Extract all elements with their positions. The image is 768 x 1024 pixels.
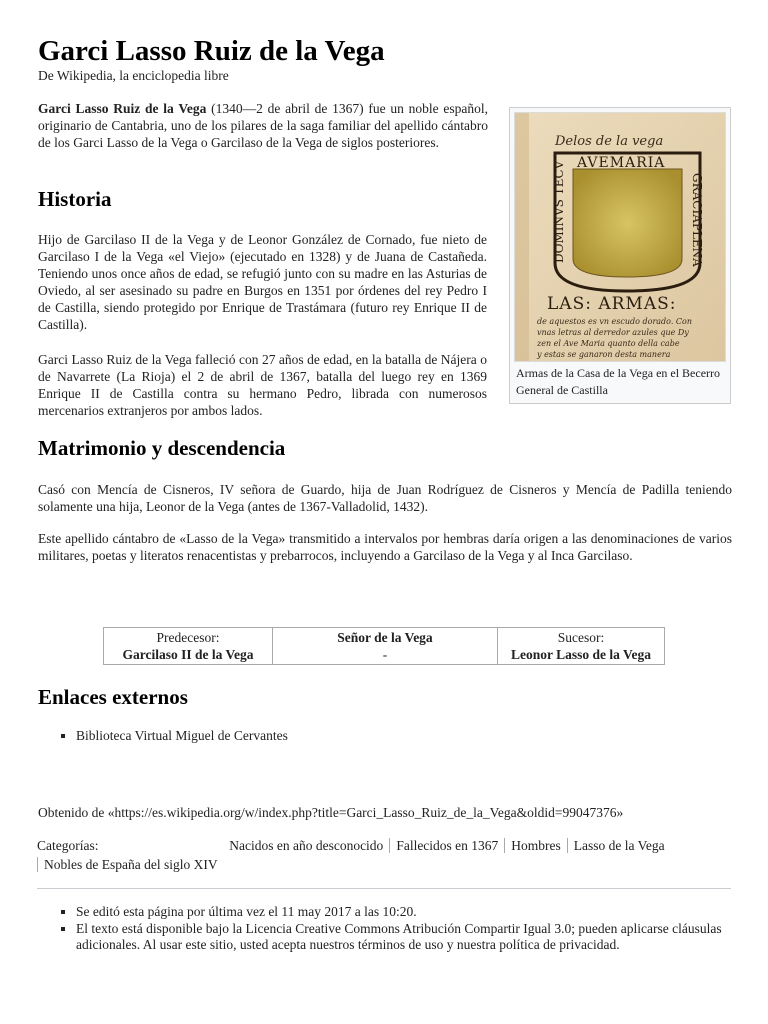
shield-gold-field: [573, 169, 682, 277]
title-cell: [273, 628, 498, 665]
inscription-line-1: de aquestos es vn escudo dorado. Con: [537, 317, 693, 326]
intro-bold-name: Garci Lasso Ruiz de la Vega: [38, 101, 207, 116]
successor-cell: [498, 628, 665, 665]
matrimonio-paragraph-2: Este apellido cántabro de «Lasso de la Vega» transmitido a intervalos por hembras daría origen a las denominaciones de varios militares, poetas y literatos renacentistas y prebarrocos, incluyendo a Garcilaso de la Vega y al Inca Garcilaso.: [38, 531, 732, 563]
successor-label: Sucesor:: [557, 630, 605, 645]
image-thumbnail: [509, 107, 731, 404]
inscription-line-2: vnas letras al derredor azules que Dy: [537, 328, 689, 337]
manuscript-illustration: [515, 113, 725, 361]
succession-title: Señor de la Vega: [337, 630, 433, 645]
inscription-line-3: zen el Ave Maria quanto della cabe: [537, 339, 680, 348]
categories-box: [37, 836, 737, 874]
footer-license: ▪ El texto está disponible bajo la Licencia Creative Commons Atribución Compartir Igual 3.0; pueden aplicarse cláusulas adicionales. Al usar este sitio, usted acepta nuestros términos de uso y nuestra política de privacidad.: [76, 921, 756, 954]
footer-divider: [37, 888, 731, 889]
image-caption: Armas de la Casa de la Vega en el Becerro General de Castilla: [516, 366, 721, 397]
inscription-top: Delos de la vega: [555, 134, 664, 149]
succession-title-sub: -: [382, 647, 388, 662]
coat-of-arms-image[interactable]: [514, 112, 726, 362]
section-heading-historia: Historia: [38, 187, 112, 211]
predecessor-cell: [104, 628, 273, 665]
external-link-item[interactable]: ▪ Biblioteca Virtual Miguel de Cervantes: [76, 727, 288, 744]
section-heading-matrimonio: Matrimonio y descendencia: [38, 436, 286, 460]
category-link[interactable]: Nacidos en año desconocido: [229, 838, 384, 853]
footer-info-list: [58, 904, 756, 954]
category-link[interactable]: Fallecidos en 1367: [389, 838, 504, 853]
successor-link[interactable]: Leonor Lasso de la Vega: [510, 647, 652, 662]
banner-left-letters: DOMINVS TECV: [552, 160, 566, 263]
inscription-line-4: y estas se ganaron desta manera: [537, 350, 671, 359]
category-link[interactable]: Hombres: [504, 838, 567, 853]
categories-label[interactable]: Categorías:: [37, 838, 99, 853]
footer-last-edited: ▪ Se editó esta página por última vez el 11 may 2017 a las 10:20.: [76, 904, 756, 921]
external-links-list: [58, 727, 288, 744]
banner-top-letters: AVEMARIA: [577, 155, 666, 171]
category-link[interactable]: Nobles de España del siglo XIV: [37, 857, 224, 872]
category-link[interactable]: Lasso de la Vega: [567, 838, 671, 853]
page-title: Garci Lasso Ruiz de la Vega: [38, 35, 385, 67]
intro-paragraph: [38, 100, 488, 151]
succession-box: [103, 627, 665, 665]
matrimonio-paragraph-1: Casó con Mencía de Cisneros, IV señora de Guardo, hija de Juan Rodríguez de Cisneros y Mencía de Padilla teniendo solamente una hija, Leonor de la Vega (antes de 1367-Valladolid, 1432).: [38, 482, 732, 514]
inscription-heading: LAS: ARMAS:: [547, 294, 677, 314]
historia-paragraph-2: Garci Lasso Ruiz de la Vega falleció con 27 años de edad, en la batalla de Nájera o de Navarrete (La Rioja) el 2 de abril de 1367, batalla del luego rey en 1369 Enrique II de Castilla contra su hermano Pedro, librada con numerosos mercenarios extranjeros por ambos lados.: [38, 352, 487, 418]
intro-text: (1340—2 de abril de 1367) fue un noble español, originario de Cantabria, uno de los pilares de la saga familiar del apellido cántabro de los Garci Lasso de la Vega o Garcilaso de la Vega de siglos posteriores.: [38, 101, 488, 150]
banner-right-letters: GRACIAPLENA: [690, 173, 704, 267]
site-tagline: De Wikipedia, la enciclopedia libre: [38, 68, 229, 83]
retrieved-from-text: Obtenido de «https://es.wikipedia.org/w/index.php?title=Garci_Lasso_Ruiz_de_la_Vega&oldid=99047376»: [38, 805, 624, 820]
historia-paragraph-1: Hijo de Garcilaso II de la Vega y de Leonor González de Cornado, fue nieto de Garcilaso I de la Vega «el Viejo» (ejecutado en 1328) y de Juana de Castañeda. Teniendo unos once años de edad, se refugió junto con su madre en las Asturias de Oviedo, al ser asesinado su padre en Burgos en 1351 por órdenes del rey Pedro I de Castilla, siendo protegido por Enrique de Trastámara (futuro rey Enrique II de Castilla).: [38, 232, 487, 332]
predecessor-label: Predecesor:: [156, 630, 220, 645]
section-heading-enlaces: Enlaces externos: [38, 685, 188, 709]
predecessor-link[interactable]: Garcilaso II de la Vega: [122, 647, 254, 662]
